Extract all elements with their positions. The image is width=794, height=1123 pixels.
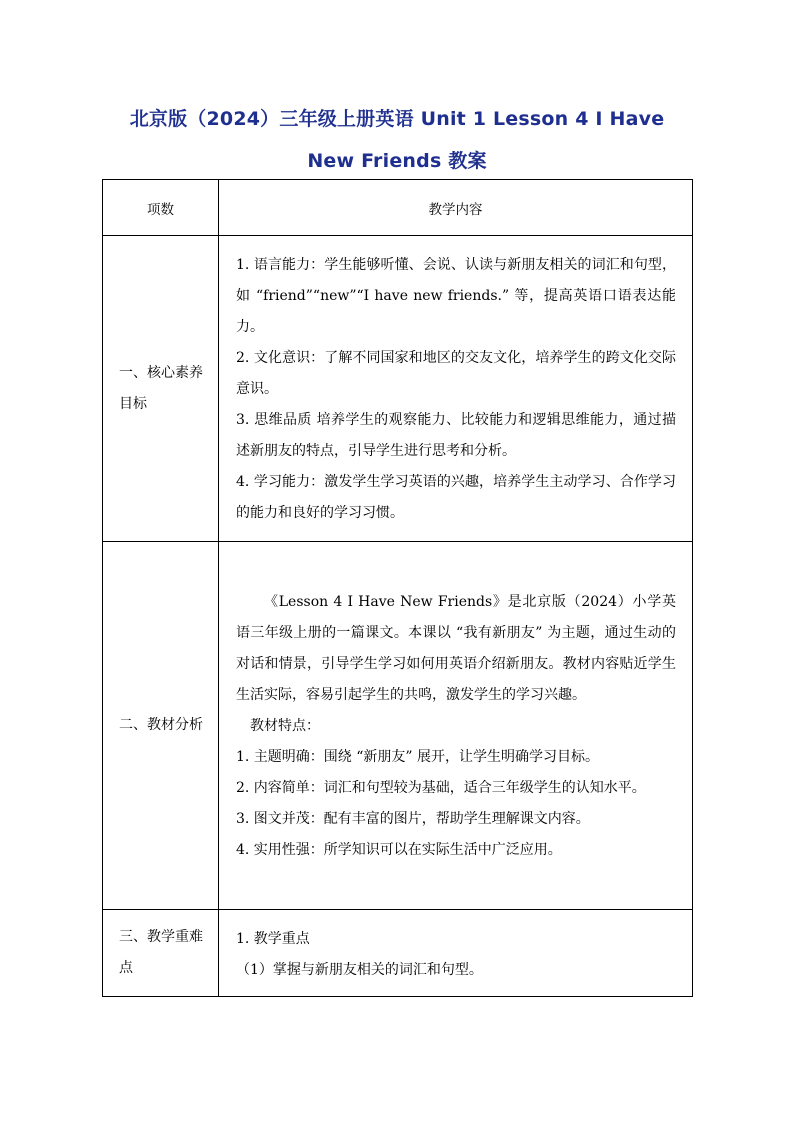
paragraph: 4. 实用性强：所学知识可以在实际生活中广泛应用。 [236,842,562,858]
paragraph: 3. 图文并茂：配有丰富的图片，帮助学生理解课文内容。 [236,811,590,827]
table-row [103,542,693,910]
paragraph: 教材特点： [250,718,320,734]
header-item-cell: 项数 [103,180,219,236]
row-content-textbook-analysis [219,542,693,910]
paragraph: 2. 内容简单：词汇和句型较为基础，适合三年级学生的认知水平。 [236,780,646,796]
table-row [103,236,693,542]
paragraph: 2. 文化意识：了解不同国家和地区的交友文化，培养学生的跨文化交际意识。 [236,350,676,397]
row-content-core-literacy [219,236,693,542]
table-row [103,910,693,997]
paragraph: 3. 思维品质 培养学生的观察能力、比较能力和逻辑思维能力，通过描述新朋友的特点，引导学生进行思考和分析。 [236,412,676,459]
row-content-key-difficult-points [219,910,693,997]
paragraph: （1）掌握与新朋友相关的词汇和句型。 [236,962,483,978]
row-label-core-literacy: 一、核心素养目标 [103,236,219,542]
paragraph: 《Lesson 4 I Have New Friends》是北京版（2024）小学英语三年级上册的一篇课文。本课以 “我有新朋友” 为主题，通过生动的对话和情景，引导学生学习如何用英语介绍新朋友。教材内容贴近学生生活实际，容易引起学生的共鸣，激发学生的学习兴趣。 [236,594,676,703]
lesson-plan-table [102,179,693,997]
title-line-2: New Friends 教案 [307,150,487,172]
paragraph: 4. 学习能力：激发学生学习英语的兴趣，培养学生主动学习、合作学习的能力和良好的学习习惯。 [236,474,676,521]
header-content-cell: 教学内容 [219,180,693,236]
document-title [100,98,694,182]
row-label-key-difficult-points: 三、教学重难点 [103,910,219,997]
paragraph: 1. 主题明确：围绕 “新朋友” 展开，让学生明确学习目标。 [236,749,600,765]
paragraph: 1. 教学重点 [236,931,310,947]
table-header-row [103,180,693,236]
paragraph: 1. 语言能力：学生能够听懂、会说、认读与新朋友相关的词汇和句型，如 “friend”“new”“I have new friends.” 等，提高英语口语表达能力。 [236,257,676,335]
row-label-textbook-analysis: 二、教材分析 [103,542,219,910]
title-line-1: 北京版（2024）三年级上册英语 Unit 1 Lesson 4 I Have [129,108,665,130]
